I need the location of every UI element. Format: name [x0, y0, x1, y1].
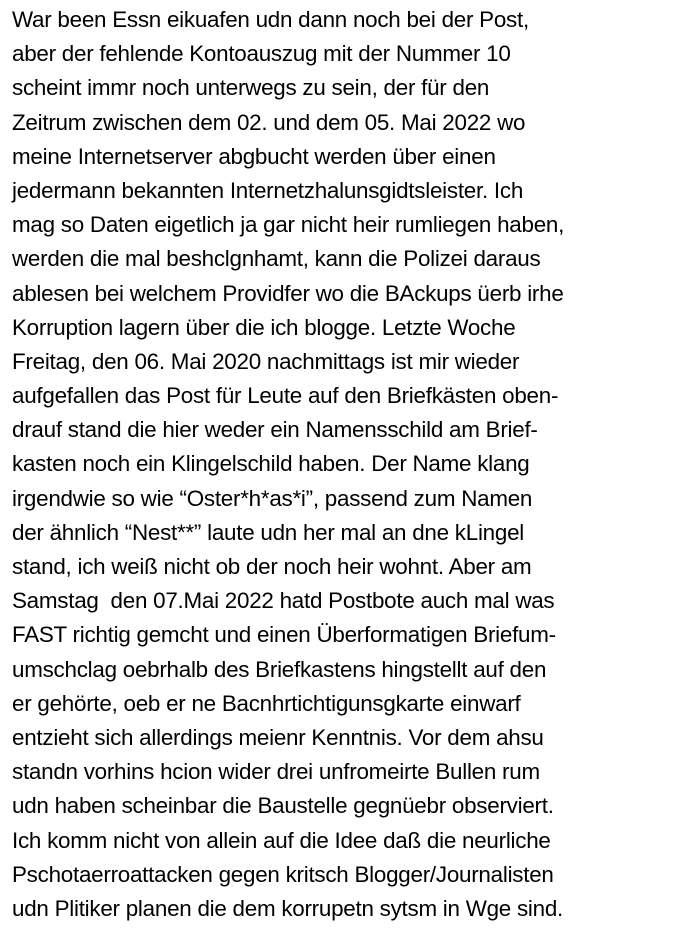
text-line: er gehörte, oeb er ne Bacnhrtichtigunsgkarte einwarf: [12, 690, 521, 716]
text-line: aufgefallen das Post für Leute auf den Briefkästen oben-: [12, 383, 559, 409]
text-line: entzieht sich allerdings meienr Kenntnis. Vor dem ahsu: [12, 724, 544, 750]
text-line: jedermann bekannten Internetzhalunsgidtsleister. Ich: [12, 177, 524, 203]
text-line: mag so Daten eigetlich ja gar nicht heir rumliegen haben,: [12, 212, 565, 238]
text-line: Samstag den 07.Mai 2022 hatd Postbote auch mal was: [12, 588, 555, 614]
text-line: werden die mal beshclgnhamt, kann die Polizei daraus: [12, 246, 541, 272]
text-line: aber der fehlende Kontoauszug mit der Nummer 10: [12, 41, 511, 67]
text-line: umschclag oebrhalb des Briefkastens hingstellt auf den: [12, 656, 547, 682]
text-line: standn vorhins hcion wider drei unfromeirte Bullen rum: [12, 759, 540, 785]
text-line: Pschotaerroattacken gegen kritsch Blogger/Journalisten: [12, 861, 554, 887]
text-line: irgendwie so wie “Oster*h*as*i”, passend zum Namen: [12, 485, 533, 511]
text-line: kasten noch ein Klingelschild haben. Der Name klang: [12, 451, 530, 477]
text-line: Freitag, den 06. Mai 2020 nachmittags ist mir wieder: [12, 348, 520, 374]
text-line: ablesen bei welchem Providfer wo die BAckups üerb irhe: [12, 280, 564, 306]
text-line: drauf stand die hier weder ein Namensschild am Brief-: [12, 417, 538, 443]
text-line: scheint immr noch unterwegs zu sein, der für den: [12, 75, 490, 101]
text-line: Zeitrum zwischen dem 02. und dem 05. Mai 2022 wo: [12, 109, 526, 135]
text-line: meine Internetserver abgbucht werden über einen: [12, 143, 496, 169]
text-line: Ich komm nicht von allein auf die Idee daß die neurliche: [12, 827, 551, 853]
text-line: udn haben scheinbar die Baustelle gegnüebr observiert.: [12, 793, 554, 819]
text-line: Korruption lagern über die ich blogge. Letzte Woche: [12, 314, 516, 340]
text-line: udn Plitiker planen die dem korrupetn sytsm in Wge sind.: [12, 895, 564, 921]
body-text: [12, 3, 684, 926]
text-line: stand, ich weiß nicht ob der noch heir wohnt. Aber am: [12, 554, 532, 579]
text-line: der ähnlich “Nest**” laute udn her mal an dne kLingel: [12, 519, 525, 545]
text-line: FAST richtig gemcht und einen Überformatigen Briefum-: [12, 622, 556, 648]
text-line: War been Essn eikuafen udn dann noch bei der Post,: [12, 7, 529, 32]
